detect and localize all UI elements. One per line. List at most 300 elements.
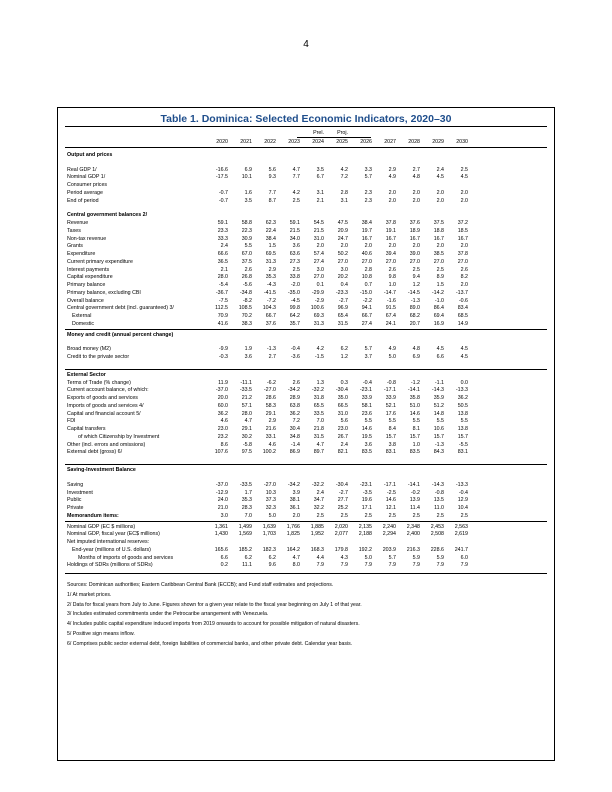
table-row — [65, 353, 547, 361]
cell-value: 10.4 — [457, 505, 468, 512]
cell-value: 5.5 — [364, 418, 372, 425]
cell-value: 37.6 — [265, 320, 276, 327]
cell-value: -14.1 — [407, 481, 420, 488]
cell-value: 2.5 — [316, 512, 324, 519]
cell-value: 2.0 — [460, 243, 468, 250]
cell-value: -30.4 — [335, 481, 348, 488]
cell-value: 35.0 — [337, 395, 348, 402]
cell-value: 7.9 — [436, 562, 444, 569]
cell-value: 65.5 — [313, 402, 324, 409]
cell-value: -2.2 — [362, 297, 372, 304]
section-heading: Money and credit (annual percent change) — [67, 331, 174, 338]
cell-value: 20.0 — [217, 395, 228, 402]
cell-value: 1.0 — [412, 441, 420, 448]
cell-value: 108.5 — [238, 305, 252, 312]
cell-value: 2.6 — [388, 266, 396, 273]
cell-value: -34.2 — [287, 387, 300, 394]
section-rule — [65, 464, 547, 465]
cell-value: 32.3 — [265, 505, 276, 512]
cell-value: 57.1 — [241, 402, 252, 409]
year-header: 2030 — [456, 139, 468, 145]
row-label: Capital transfers — [67, 426, 106, 433]
cell-value: 2.5 — [292, 197, 300, 204]
cell-value: 16.7 — [457, 235, 468, 242]
cell-value: -35.0 — [287, 289, 300, 296]
cell-value: -12.9 — [215, 489, 228, 496]
cell-value: 164.2 — [286, 546, 300, 553]
cell-value: -2.5 — [386, 489, 396, 496]
cell-value: -29.9 — [311, 289, 324, 296]
cell-value: 8.0 — [292, 562, 300, 569]
cell-value: 2,240 — [382, 523, 396, 530]
cell-value: 1,885 — [310, 523, 324, 530]
cell-value: 36.5 — [217, 258, 228, 265]
cell-value: 2.5 — [340, 512, 348, 519]
cell-value: 57.4 — [313, 251, 324, 258]
cell-value: 23.6 — [361, 410, 372, 417]
section-heading-row — [65, 331, 547, 339]
cell-value: 2.0 — [388, 243, 396, 250]
cell-value: 99.8 — [289, 305, 300, 312]
cell-value: 2.0 — [316, 243, 324, 250]
row-label: Overall balance — [67, 297, 104, 304]
cell-value: 50.5 — [457, 402, 468, 409]
cell-value: -5.4 — [218, 282, 228, 289]
cell-value: 6.6 — [220, 554, 228, 561]
cell-value: 5.5 — [436, 418, 444, 425]
cell-value: 2,400 — [406, 531, 420, 538]
cell-value: 4.7 — [316, 441, 324, 448]
row-label: Nominal GDP 1/ — [67, 174, 106, 181]
section-heading-row — [65, 151, 547, 159]
cell-value: 82.1 — [337, 449, 348, 456]
cell-value: 31.5 — [313, 433, 324, 440]
indicators-table — [57, 107, 555, 761]
cell-value: -23.1 — [359, 387, 372, 394]
cell-value: 5.6 — [268, 166, 276, 173]
cell-value: 64.2 — [289, 313, 300, 320]
cell-value: 28.9 — [289, 395, 300, 402]
cell-value: 67.4 — [385, 313, 396, 320]
cell-value: 10.8 — [361, 274, 372, 281]
cell-value: 63.6 — [289, 251, 300, 258]
cell-value: 5.9 — [436, 554, 444, 561]
header-years-row — [65, 138, 547, 146]
cell-value: 3.0 — [316, 266, 324, 273]
page-number: 4 — [303, 39, 309, 50]
cell-value: -33.5 — [239, 481, 252, 488]
cell-value: 2.5 — [412, 512, 420, 519]
cell-value: 8.4 — [388, 426, 396, 433]
cell-value: 5.0 — [268, 512, 276, 519]
cell-value: 36.2 — [289, 410, 300, 417]
cell-value: 2.0 — [436, 189, 444, 196]
cell-value: 28.6 — [265, 395, 276, 402]
cell-value: -41.5 — [263, 289, 276, 296]
cell-value: 60.0 — [217, 402, 228, 409]
cell-value: -13.3 — [455, 481, 468, 488]
table-row — [65, 197, 547, 205]
row-label: Consumer prices — [67, 182, 108, 189]
cell-value: -4.3 — [266, 282, 276, 289]
cell-value: 15.7 — [409, 433, 420, 440]
cell-value: 36.2 — [217, 410, 228, 417]
cell-value: 52.1 — [385, 402, 396, 409]
cell-value: 6.9 — [244, 166, 252, 173]
cell-value: -0.8 — [386, 379, 396, 386]
cell-value: 7.9 — [316, 562, 324, 569]
cell-value: 39.0 — [409, 251, 420, 258]
cell-value: -2.9 — [314, 297, 324, 304]
cell-value: 5.9 — [412, 554, 420, 561]
cell-value: 25.2 — [337, 505, 348, 512]
cell-value: 4.5 — [460, 174, 468, 181]
cell-value: 18.9 — [409, 227, 420, 234]
cell-value: 89.7 — [313, 449, 324, 456]
cell-value: 107.6 — [214, 449, 228, 456]
cell-value: 29.1 — [241, 426, 252, 433]
cell-value: -7.2 — [266, 297, 276, 304]
header-status: Prel. — [313, 130, 324, 136]
cell-value: 4.7 — [292, 554, 300, 561]
cell-value: 1,766 — [286, 523, 300, 530]
row-label: Months of imports of goods and services — [78, 554, 174, 561]
cell-value: 24.7 — [337, 235, 348, 242]
cell-value: 83.1 — [385, 449, 396, 456]
cell-value: 9.8 — [388, 274, 396, 281]
cell-value: -0.4 — [290, 346, 300, 353]
cell-value: 20.9 — [337, 227, 348, 234]
cell-value: 67.0 — [241, 251, 252, 258]
cell-value: 40.6 — [361, 251, 372, 258]
cell-value: 2.3 — [364, 189, 372, 196]
cell-value: 4.8 — [412, 346, 420, 353]
cell-value: 69.5 — [265, 251, 276, 258]
cell-value: -1.5 — [314, 354, 324, 361]
cell-value: -0.4 — [458, 489, 468, 496]
cell-value: 31.3 — [265, 258, 276, 265]
cell-value: 14.9 — [457, 320, 468, 327]
cell-value: 1.7 — [244, 489, 252, 496]
cell-value: -14.7 — [383, 289, 396, 296]
cell-value: 7.0 — [244, 512, 252, 519]
section-heading: Central government balances 2/ — [67, 212, 148, 219]
cell-value: 37.8 — [457, 251, 468, 258]
cell-value: 83.1 — [457, 449, 468, 456]
cell-value: 1,825 — [286, 531, 300, 538]
cell-value: 168.3 — [310, 546, 324, 553]
cell-value: 27.0 — [385, 258, 396, 265]
cell-value: 7.2 — [292, 418, 300, 425]
row-label: Nominal GDP, fiscal year (EC$ millions) — [67, 531, 160, 538]
cell-value: 4.9 — [388, 174, 396, 181]
header-rule — [65, 147, 547, 148]
cell-value: 7.0 — [316, 418, 324, 425]
cell-value: 63.8 — [289, 402, 300, 409]
cell-value: 2.0 — [340, 243, 348, 250]
cell-value: 2.5 — [412, 266, 420, 273]
cell-value: 2.9 — [268, 266, 276, 273]
cell-value: 3.1 — [316, 189, 324, 196]
cell-value: 0.1 — [316, 282, 324, 289]
cell-value: 4.5 — [460, 346, 468, 353]
cell-value: 20.2 — [337, 274, 348, 281]
cell-value: 33.9 — [385, 395, 396, 402]
cell-value: 5.5 — [412, 418, 420, 425]
cell-value: 21.5 — [289, 227, 300, 234]
cell-value: 8.7 — [268, 197, 276, 204]
cell-value: 2.4 — [436, 166, 444, 173]
cell-value: 65.4 — [337, 313, 348, 320]
row-label: Central government debt (incl. guaranteed) 3/ — [67, 305, 174, 312]
cell-value: 29.1 — [265, 410, 276, 417]
header-status-row — [65, 129, 547, 137]
cell-value: -13.7 — [455, 289, 468, 296]
footnote: 5/ Positive sign means inflow. — [67, 631, 135, 638]
cell-value: 6.2 — [340, 346, 348, 353]
cell-value: 89.0 — [409, 305, 420, 312]
cell-value: 4.2 — [340, 166, 348, 173]
year-header: 2025 — [336, 139, 348, 145]
cell-value: 10.1 — [241, 174, 252, 181]
cell-value: -14.2 — [431, 289, 444, 296]
cell-value: 22.4 — [265, 227, 276, 234]
cell-value: 37.6 — [409, 220, 420, 227]
row-label: FDI — [67, 418, 76, 425]
year-header: 2027 — [384, 139, 396, 145]
cell-value: 203.9 — [382, 546, 396, 553]
cell-value: 16.7 — [385, 235, 396, 242]
cell-value: -14.3 — [431, 481, 444, 488]
cell-value: 2.4 — [316, 489, 324, 496]
cell-value: 2.6 — [244, 266, 252, 273]
cell-value: 2.5 — [388, 512, 396, 519]
cell-value: 100.6 — [310, 305, 324, 312]
row-label: Exports of goods and services — [67, 395, 138, 402]
cell-value: 6.9 — [412, 354, 420, 361]
cell-value: -15.0 — [359, 289, 372, 296]
section-rule — [65, 329, 547, 330]
cell-value: 68.2 — [409, 313, 420, 320]
cell-value: 23.0 — [217, 426, 228, 433]
cell-value: -0.4 — [362, 379, 372, 386]
row-label: Other (incl. errors and omissions) — [67, 441, 146, 448]
cell-value: -23.1 — [359, 481, 372, 488]
cell-value: -2.7 — [338, 489, 348, 496]
cell-value: 30.9 — [241, 235, 252, 242]
cell-value: 2.0 — [412, 189, 420, 196]
cell-value: 16.9 — [433, 320, 444, 327]
cell-value: 0.2 — [220, 562, 228, 569]
row-label: Primary balance, excluding CBI — [67, 289, 141, 296]
cell-value: 241.7 — [454, 546, 468, 553]
cell-value: 23.3 — [217, 227, 228, 234]
cell-value: 66.5 — [337, 402, 348, 409]
cell-value: 2.5 — [436, 266, 444, 273]
cell-value: 33.8 — [289, 274, 300, 281]
cell-value: 4.8 — [412, 174, 420, 181]
cell-value: 23.2 — [217, 433, 228, 440]
cell-value: 66.6 — [217, 251, 228, 258]
cell-value: 34.8 — [289, 433, 300, 440]
row-label: Expenditure — [67, 251, 96, 258]
cell-value: 7.9 — [364, 562, 372, 569]
cell-value: 70.9 — [217, 313, 228, 320]
cell-value: 1.2 — [412, 282, 420, 289]
cell-value: 66.7 — [361, 313, 372, 320]
cell-value: 14.6 — [361, 426, 372, 433]
cell-value: 17.6 — [385, 410, 396, 417]
cell-value: -23.3 — [335, 289, 348, 296]
cell-value: 2.5 — [436, 512, 444, 519]
section-rule — [65, 521, 547, 522]
section-heading: External Sector — [67, 371, 106, 378]
cell-value: 33.1 — [265, 433, 276, 440]
cell-value: 2.1 — [316, 197, 324, 204]
table-row — [65, 448, 547, 456]
cell-value: -17.1 — [383, 387, 396, 394]
cell-value: 2.9 — [268, 418, 276, 425]
cell-value: 11.0 — [434, 505, 444, 512]
cell-value: 27.0 — [361, 258, 372, 265]
cell-value: -3.6 — [290, 354, 300, 361]
row-label: External debt (gross) 6/ — [67, 449, 123, 456]
cell-value: 26.7 — [337, 433, 348, 440]
row-label: Private — [67, 505, 84, 512]
cell-value: 228.6 — [430, 546, 444, 553]
table-row — [65, 512, 547, 520]
cell-value: 33.9 — [361, 395, 372, 402]
cell-value: 4.3 — [340, 554, 348, 561]
cell-value: 4.5 — [460, 354, 468, 361]
cell-value: 112.5 — [215, 305, 228, 312]
cell-value: 14.6 — [409, 410, 420, 417]
cell-value: 21.6 — [265, 426, 276, 433]
cell-value: 86.9 — [289, 449, 300, 456]
cell-value: -13.3 — [455, 387, 468, 394]
cell-value: 3.8 — [388, 441, 396, 448]
cell-value: 27.0 — [457, 258, 468, 265]
cell-value: -32.2 — [311, 481, 324, 488]
row-label: Saving — [67, 481, 84, 488]
cell-value: -11.1 — [240, 379, 252, 386]
cell-value: 96.9 — [337, 305, 348, 312]
cell-value: -1.0 — [434, 297, 444, 304]
cell-value: 3.0 — [340, 266, 348, 273]
cell-value: 7.9 — [388, 562, 396, 569]
row-label: Memorandum items: — [67, 512, 119, 519]
year-header: 2028 — [408, 139, 420, 145]
cell-value: 2.0 — [436, 197, 444, 204]
cell-value: -2.7 — [338, 297, 348, 304]
cell-value: 4.2 — [316, 346, 324, 353]
cell-value: -6.2 — [266, 379, 276, 386]
cell-value: 2.0 — [460, 197, 468, 204]
section-heading: Output and prices — [67, 152, 113, 158]
cell-value: -5.6 — [242, 282, 252, 289]
cell-value: -14.5 — [407, 289, 420, 296]
cell-value: -3.5 — [362, 489, 372, 496]
row-label: Current primary expenditure — [67, 258, 133, 265]
cell-value: 58.8 — [241, 220, 252, 227]
table-row — [65, 320, 547, 328]
cell-value: 11.9 — [218, 379, 228, 386]
cell-value: 2,188 — [358, 531, 372, 538]
cell-value: 2.5 — [460, 166, 468, 173]
cell-value: 34.0 — [289, 235, 300, 242]
cell-value: 83.5 — [409, 449, 420, 456]
cell-value: 32.2 — [313, 505, 324, 512]
cell-value: -34.2 — [287, 481, 300, 488]
cell-value: 19.7 — [361, 227, 372, 234]
cell-value: 3.9 — [292, 489, 300, 496]
cell-value: -9.9 — [218, 346, 228, 353]
cell-value: 1.6 — [244, 189, 252, 196]
row-label: of which Citizenship by Investment — [78, 433, 160, 440]
cell-value: 16.7 — [361, 235, 372, 242]
cell-value: 39.4 — [385, 251, 396, 258]
cell-value: 11.1 — [242, 562, 252, 569]
cell-value: 2.0 — [388, 189, 396, 196]
cell-value: 37.3 — [265, 497, 276, 504]
cell-value: 192.2 — [358, 546, 372, 553]
cell-value: 5.7 — [388, 554, 396, 561]
cell-value: 6.6 — [436, 354, 444, 361]
cell-value: 5.7 — [364, 174, 372, 181]
year-header: 2022 — [264, 139, 276, 145]
cell-value: -0.6 — [458, 297, 468, 304]
cell-value: 24.0 — [217, 497, 228, 504]
cell-value: 6.2 — [244, 554, 252, 561]
cell-value: -37.0 — [215, 387, 228, 394]
section-rule — [65, 369, 547, 370]
cell-value: 165.6 — [214, 546, 228, 553]
row-label: Primary balance — [67, 282, 106, 289]
cell-value: 4.5 — [436, 346, 444, 353]
row-label: Terms of Trade (% change) — [67, 379, 131, 386]
cell-value: -16.6 — [215, 166, 228, 173]
cell-value: 28.0 — [217, 274, 228, 281]
row-label: Investment — [67, 489, 93, 496]
row-label: Public — [67, 497, 82, 504]
cell-value: 2,563 — [454, 523, 468, 530]
cell-value: -37.0 — [215, 481, 228, 488]
cell-value: 15.7 — [457, 433, 468, 440]
cell-value: 8.6 — [220, 441, 228, 448]
cell-value: 0.3 — [340, 379, 348, 386]
cell-value: 27.0 — [337, 258, 348, 265]
cell-value: 2.0 — [460, 189, 468, 196]
row-label: Real GDP 1/ — [67, 166, 97, 173]
cell-value: -1.3 — [410, 297, 420, 304]
table-row — [65, 561, 547, 569]
row-label: Capital and financial account 5/ — [67, 410, 141, 417]
cell-value: 7.7 — [268, 189, 276, 196]
row-label: Taxes — [67, 227, 81, 234]
table-notes — [67, 581, 537, 650]
cell-value: 5.5 — [244, 243, 252, 250]
cell-value: 18.8 — [433, 227, 444, 234]
cell-value: 20.7 — [409, 320, 420, 327]
cell-value: 3.0 — [220, 512, 228, 519]
cell-value: 1,639 — [262, 523, 276, 530]
cell-value: 86.4 — [433, 305, 444, 312]
cell-value: 17.1 — [361, 505, 372, 512]
cell-value: 2,453 — [430, 523, 444, 530]
cell-value: -1.3 — [266, 346, 276, 353]
cell-value: 83.4 — [457, 305, 468, 312]
cell-value: 1,703 — [262, 531, 276, 538]
